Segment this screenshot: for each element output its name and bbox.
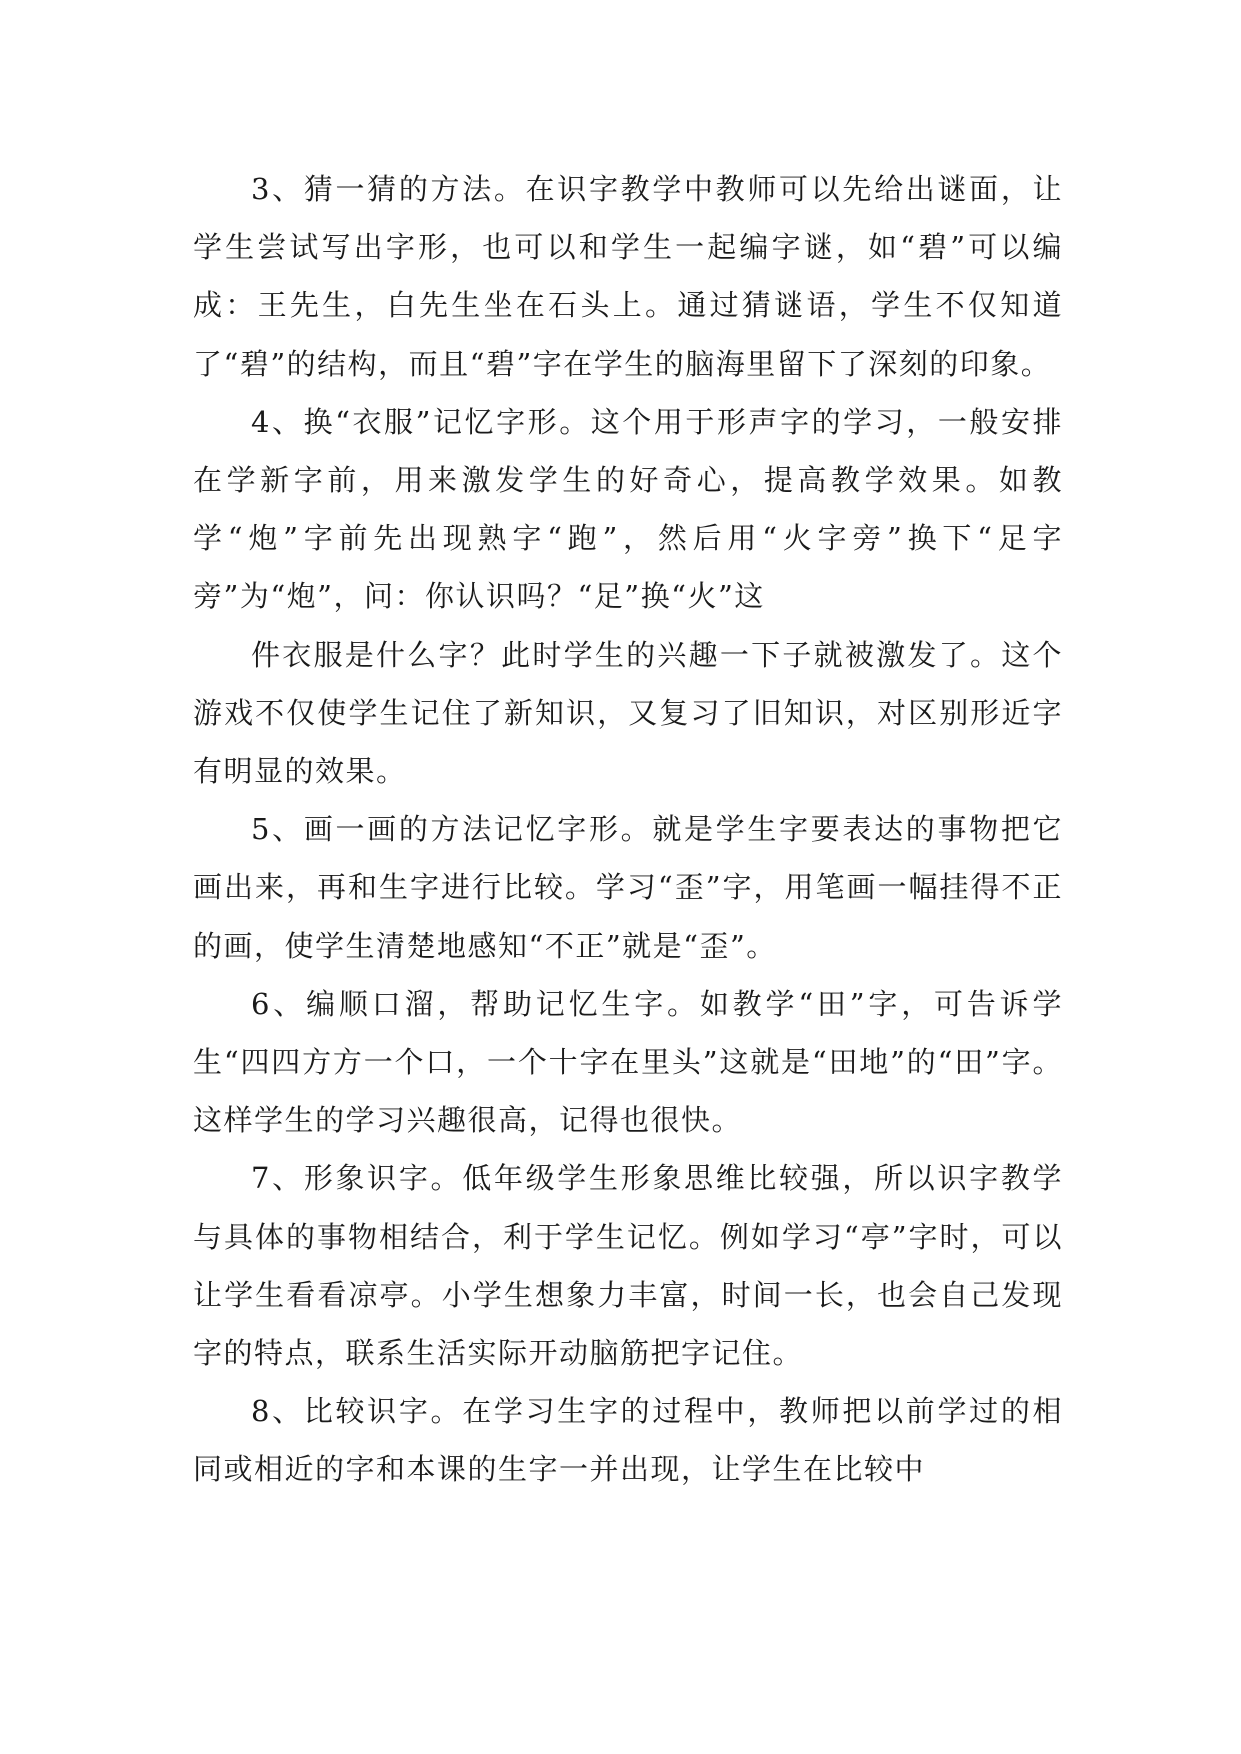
paragraph-8: 8、比较识字。在学习生字的过程中，教师把以前学过的相同或相近的字和本课的生字一并出现，让学生在比较中: [193, 1394, 1063, 1487]
paragraph-4-continued: 件衣服是什么字？此时学生的兴趣一下子就被激发了。这个游戏不仅使学生记住了新知识，又复习了旧知识，对区别形近字有明显的效果。: [193, 637, 1063, 789]
paragraph-7: 7、形象识字。低年级学生形象思维比较强，所以识字教学与具体的事物相结合，利于学生记忆。例如学习“亭”字时，可以让学生看看凉亭。小学生想象力丰富，时间一长，也会自己发现字的特点，联系生活实际开动脑筋把字记住。: [193, 1161, 1063, 1371]
paragraph-6: 6、编顺口溜，帮助记忆生字。如教学“田”字，可告诉学生“四四方方一个口，一个十字在里头”这就是“田地”的“田”字。这样学生的学习兴趣很高，记得也很快。: [193, 986, 1063, 1138]
body-text: [193, 160, 1063, 1499]
paragraph-3: 3、猜一猜的方法。在识字教学中教师可以先给出谜面，让学生尝试写出字形，也可以和学生一起编字谜，如“碧”可以编成：王先生，白先生坐在石头上。通过猜谜语，学生不仅知道了“碧”的结构，而且“碧”字在学生的脑海里留下了深刻的印象。: [193, 172, 1063, 381]
paragraph-4: 4、换“衣服”记忆字形。这个用于形声字的学习，一般安排在学新字前，用来激发学生的好奇心，提高教学效果。如教学“炮”字前先出现熟字“跑”，然后用“火字旁”换下“足字旁”为“炮”，问：你认识吗？“足”换“火”这: [193, 404, 1063, 614]
paragraph-5: 5、画一画的方法记忆字形。就是学生字要表达的事物把它画出来，再和生字进行比较。学习“歪”字，用笔画一幅挂得不正的画，使学生清楚地感知“不正”就是“歪”。: [193, 812, 1063, 963]
